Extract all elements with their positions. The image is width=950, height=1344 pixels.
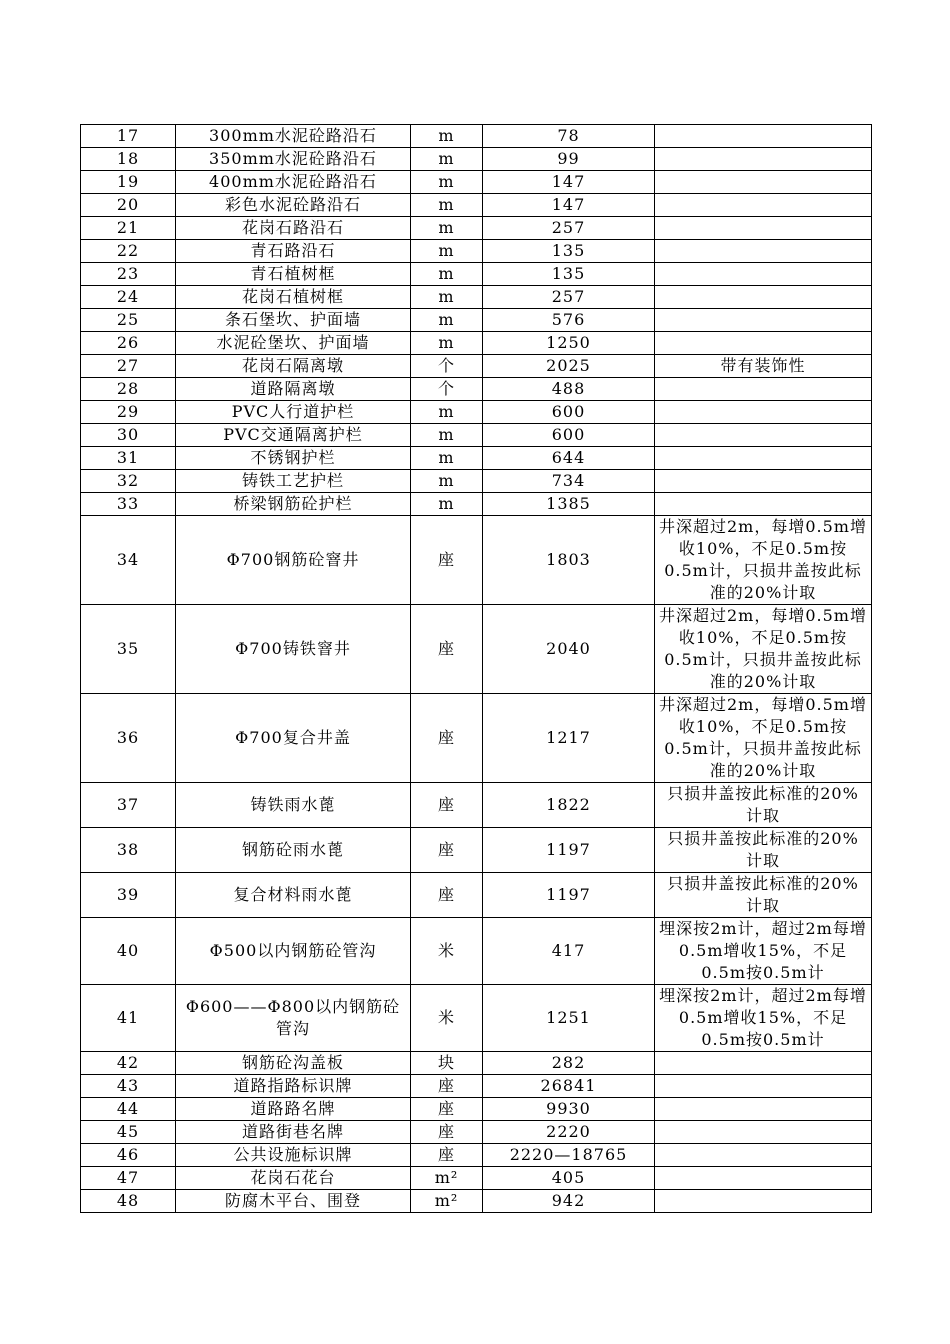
row-number-cell: 31 bbox=[81, 447, 176, 470]
remark-cell: 埋深按2m计，超过2m每增0.5m增收15%，不足0.5m按0.5m计 bbox=[655, 985, 872, 1052]
table-row bbox=[81, 263, 872, 286]
item-name-cell: Φ700铸铁窨井 bbox=[176, 605, 411, 694]
price-cell: 99 bbox=[483, 148, 655, 171]
unit-cell: 块 bbox=[411, 1052, 483, 1075]
row-number-cell: 21 bbox=[81, 217, 176, 240]
item-name-cell: 公共设施标识牌 bbox=[176, 1144, 411, 1167]
remark-cell: 只损井盖按此标准的20%计取 bbox=[655, 828, 872, 873]
unit-cell: 座 bbox=[411, 828, 483, 873]
remark-cell bbox=[655, 1075, 872, 1098]
price-cell: 600 bbox=[483, 424, 655, 447]
unit-cell: 个 bbox=[411, 355, 483, 378]
table-row bbox=[81, 217, 872, 240]
item-name-cell: Φ700复合井盖 bbox=[176, 694, 411, 783]
price-cell: 9930 bbox=[483, 1098, 655, 1121]
price-cell: 734 bbox=[483, 470, 655, 493]
item-name-cell: 彩色水泥砼路沿石 bbox=[176, 194, 411, 217]
row-number-cell: 19 bbox=[81, 171, 176, 194]
item-name-cell: Φ600——Φ800以内钢筋砼管沟 bbox=[176, 985, 411, 1052]
table-row bbox=[81, 355, 872, 378]
row-number-cell: 39 bbox=[81, 873, 176, 918]
unit-cell: 座 bbox=[411, 1144, 483, 1167]
table-row bbox=[81, 985, 872, 1052]
unit-cell: m bbox=[411, 263, 483, 286]
unit-cell: m bbox=[411, 240, 483, 263]
row-number-cell: 29 bbox=[81, 401, 176, 424]
item-name-cell: 水泥砼堡坎、护面墙 bbox=[176, 332, 411, 355]
price-cell: 257 bbox=[483, 217, 655, 240]
table-row bbox=[81, 171, 872, 194]
unit-cell: 座 bbox=[411, 694, 483, 783]
unit-cell: m bbox=[411, 401, 483, 424]
table-row bbox=[81, 286, 872, 309]
remark-cell bbox=[655, 332, 872, 355]
table-row bbox=[81, 1052, 872, 1075]
unit-cell: m bbox=[411, 447, 483, 470]
unit-cell: 米 bbox=[411, 985, 483, 1052]
row-number-cell: 33 bbox=[81, 493, 176, 516]
row-number-cell: 44 bbox=[81, 1098, 176, 1121]
price-cell: 257 bbox=[483, 286, 655, 309]
row-number-cell: 45 bbox=[81, 1121, 176, 1144]
table-row bbox=[81, 918, 872, 985]
unit-cell: 座 bbox=[411, 516, 483, 605]
row-number-cell: 40 bbox=[81, 918, 176, 985]
remark-cell: 埋深按2m计，超过2m每增0.5m增收15%，不足0.5m按0.5m计 bbox=[655, 918, 872, 985]
item-name-cell: 条石堡坎、护面墙 bbox=[176, 309, 411, 332]
table-row bbox=[81, 1144, 872, 1167]
price-cell: 1217 bbox=[483, 694, 655, 783]
row-number-cell: 42 bbox=[81, 1052, 176, 1075]
table-row bbox=[81, 1167, 872, 1190]
item-name-cell: 350mm水泥砼路沿石 bbox=[176, 148, 411, 171]
row-number-cell: 32 bbox=[81, 470, 176, 493]
remark-cell bbox=[655, 470, 872, 493]
price-cell: 644 bbox=[483, 447, 655, 470]
price-cell: 135 bbox=[483, 263, 655, 286]
remark-cell bbox=[655, 378, 872, 401]
price-table bbox=[80, 124, 872, 1213]
item-name-cell: Φ500以内钢筋砼管沟 bbox=[176, 918, 411, 985]
remark-cell bbox=[655, 148, 872, 171]
unit-cell: m bbox=[411, 125, 483, 148]
price-cell: 135 bbox=[483, 240, 655, 263]
row-number-cell: 43 bbox=[81, 1075, 176, 1098]
price-cell: 282 bbox=[483, 1052, 655, 1075]
remark-cell bbox=[655, 194, 872, 217]
price-cell: 1803 bbox=[483, 516, 655, 605]
item-name-cell: 道路指路标识牌 bbox=[176, 1075, 411, 1098]
table-row bbox=[81, 194, 872, 217]
item-name-cell: 铸铁工艺护栏 bbox=[176, 470, 411, 493]
item-name-cell: 青石植树框 bbox=[176, 263, 411, 286]
price-cell: 405 bbox=[483, 1167, 655, 1190]
remark-cell bbox=[655, 493, 872, 516]
unit-cell: m² bbox=[411, 1167, 483, 1190]
table-row bbox=[81, 873, 872, 918]
row-number-cell: 28 bbox=[81, 378, 176, 401]
row-number-cell: 35 bbox=[81, 605, 176, 694]
item-name-cell: 花岗石花台 bbox=[176, 1167, 411, 1190]
row-number-cell: 26 bbox=[81, 332, 176, 355]
row-number-cell: 37 bbox=[81, 783, 176, 828]
remark-cell bbox=[655, 263, 872, 286]
table-row bbox=[81, 1075, 872, 1098]
remark-cell bbox=[655, 1098, 872, 1121]
remark-cell bbox=[655, 309, 872, 332]
price-cell: 2220—18765 bbox=[483, 1144, 655, 1167]
row-number-cell: 48 bbox=[81, 1190, 176, 1213]
remark-cell bbox=[655, 1167, 872, 1190]
price-cell: 147 bbox=[483, 171, 655, 194]
table-row bbox=[81, 424, 872, 447]
table-row bbox=[81, 378, 872, 401]
remark-cell bbox=[655, 1121, 872, 1144]
item-name-cell: 道路隔离墩 bbox=[176, 378, 411, 401]
price-cell: 600 bbox=[483, 401, 655, 424]
price-cell: 1822 bbox=[483, 783, 655, 828]
unit-cell: m bbox=[411, 470, 483, 493]
unit-cell: m bbox=[411, 424, 483, 447]
price-cell: 488 bbox=[483, 378, 655, 401]
item-name-cell: PVC交通隔离护栏 bbox=[176, 424, 411, 447]
unit-cell: 个 bbox=[411, 378, 483, 401]
remark-cell bbox=[655, 447, 872, 470]
remark-cell bbox=[655, 240, 872, 263]
price-cell: 417 bbox=[483, 918, 655, 985]
table-row bbox=[81, 493, 872, 516]
item-name-cell: 道路路名牌 bbox=[176, 1098, 411, 1121]
unit-cell: 座 bbox=[411, 873, 483, 918]
price-cell: 576 bbox=[483, 309, 655, 332]
price-cell: 2025 bbox=[483, 355, 655, 378]
unit-cell: m bbox=[411, 309, 483, 332]
table-row bbox=[81, 1121, 872, 1144]
table-row bbox=[81, 694, 872, 783]
item-name-cell: Φ700钢筋砼窨井 bbox=[176, 516, 411, 605]
unit-cell: m bbox=[411, 148, 483, 171]
row-number-cell: 30 bbox=[81, 424, 176, 447]
row-number-cell: 38 bbox=[81, 828, 176, 873]
remark-cell bbox=[655, 401, 872, 424]
price-cell: 942 bbox=[483, 1190, 655, 1213]
remark-cell bbox=[655, 171, 872, 194]
item-name-cell: PVC人行道护栏 bbox=[176, 401, 411, 424]
unit-cell: m bbox=[411, 493, 483, 516]
unit-cell: m bbox=[411, 286, 483, 309]
item-name-cell: 铸铁雨水蓖 bbox=[176, 783, 411, 828]
item-name-cell: 防腐木平台、围登 bbox=[176, 1190, 411, 1213]
remark-cell bbox=[655, 424, 872, 447]
row-number-cell: 23 bbox=[81, 263, 176, 286]
price-cell: 147 bbox=[483, 194, 655, 217]
table-row bbox=[81, 1098, 872, 1121]
row-number-cell: 27 bbox=[81, 355, 176, 378]
unit-cell: 座 bbox=[411, 605, 483, 694]
unit-cell: 座 bbox=[411, 1098, 483, 1121]
remark-cell: 井深超过2m，每增0.5m增收10%，不足0.5m按0.5m计，只损井盖按此标准的20%计取 bbox=[655, 516, 872, 605]
price-cell: 1197 bbox=[483, 873, 655, 918]
table-row bbox=[81, 148, 872, 171]
table-row bbox=[81, 470, 872, 493]
remark-cell: 只损井盖按此标准的20%计取 bbox=[655, 873, 872, 918]
remark-cell: 带有装饰性 bbox=[655, 355, 872, 378]
price-cell: 26841 bbox=[483, 1075, 655, 1098]
unit-cell: 座 bbox=[411, 1075, 483, 1098]
item-name-cell: 钢筋砼雨水蓖 bbox=[176, 828, 411, 873]
unit-cell: m bbox=[411, 217, 483, 240]
table-row bbox=[81, 447, 872, 470]
item-name-cell: 复合材料雨水蓖 bbox=[176, 873, 411, 918]
item-name-cell: 青石路沿石 bbox=[176, 240, 411, 263]
remark-cell: 井深超过2m，每增0.5m增收10%，不足0.5m按0.5m计，只损井盖按此标准的20%计取 bbox=[655, 605, 872, 694]
remark-cell bbox=[655, 1190, 872, 1213]
remark-cell bbox=[655, 217, 872, 240]
item-name-cell: 花岗石植树框 bbox=[176, 286, 411, 309]
row-number-cell: 22 bbox=[81, 240, 176, 263]
table-body bbox=[81, 125, 872, 1213]
item-name-cell: 道路街巷名牌 bbox=[176, 1121, 411, 1144]
unit-cell: 座 bbox=[411, 783, 483, 828]
table-row bbox=[81, 828, 872, 873]
row-number-cell: 46 bbox=[81, 1144, 176, 1167]
unit-cell: m bbox=[411, 194, 483, 217]
item-name-cell: 300mm水泥砼路沿石 bbox=[176, 125, 411, 148]
item-name-cell: 钢筋砼沟盖板 bbox=[176, 1052, 411, 1075]
item-name-cell: 桥梁钢筋砼护栏 bbox=[176, 493, 411, 516]
remark-cell bbox=[655, 286, 872, 309]
row-number-cell: 34 bbox=[81, 516, 176, 605]
unit-cell: m² bbox=[411, 1190, 483, 1213]
table-row bbox=[81, 332, 872, 355]
unit-cell: m bbox=[411, 332, 483, 355]
remark-cell bbox=[655, 1144, 872, 1167]
row-number-cell: 25 bbox=[81, 309, 176, 332]
row-number-cell: 20 bbox=[81, 194, 176, 217]
price-cell: 2220 bbox=[483, 1121, 655, 1144]
remark-cell: 只损井盖按此标准的20%计取 bbox=[655, 783, 872, 828]
item-name-cell: 不锈钢护栏 bbox=[176, 447, 411, 470]
row-number-cell: 47 bbox=[81, 1167, 176, 1190]
unit-cell: m bbox=[411, 171, 483, 194]
table-row bbox=[81, 309, 872, 332]
price-cell: 2040 bbox=[483, 605, 655, 694]
table-row bbox=[81, 125, 872, 148]
row-number-cell: 17 bbox=[81, 125, 176, 148]
table-row bbox=[81, 1190, 872, 1213]
table-row bbox=[81, 605, 872, 694]
item-name-cell: 花岗石隔离墩 bbox=[176, 355, 411, 378]
row-number-cell: 36 bbox=[81, 694, 176, 783]
row-number-cell: 18 bbox=[81, 148, 176, 171]
unit-cell: 座 bbox=[411, 1121, 483, 1144]
remark-cell: 井深超过2m，每增0.5m增收10%，不足0.5m按0.5m计，只损井盖按此标准的20%计取 bbox=[655, 694, 872, 783]
row-number-cell: 41 bbox=[81, 985, 176, 1052]
price-cell: 1250 bbox=[483, 332, 655, 355]
table-row bbox=[81, 783, 872, 828]
row-number-cell: 24 bbox=[81, 286, 176, 309]
price-cell: 78 bbox=[483, 125, 655, 148]
remark-cell bbox=[655, 1052, 872, 1075]
remark-cell bbox=[655, 125, 872, 148]
item-name-cell: 400mm水泥砼路沿石 bbox=[176, 171, 411, 194]
table-row bbox=[81, 240, 872, 263]
table-row bbox=[81, 401, 872, 424]
price-cell: 1385 bbox=[483, 493, 655, 516]
item-name-cell: 花岗石路沿石 bbox=[176, 217, 411, 240]
unit-cell: 米 bbox=[411, 918, 483, 985]
price-cell: 1197 bbox=[483, 828, 655, 873]
table-row bbox=[81, 516, 872, 605]
price-cell: 1251 bbox=[483, 985, 655, 1052]
